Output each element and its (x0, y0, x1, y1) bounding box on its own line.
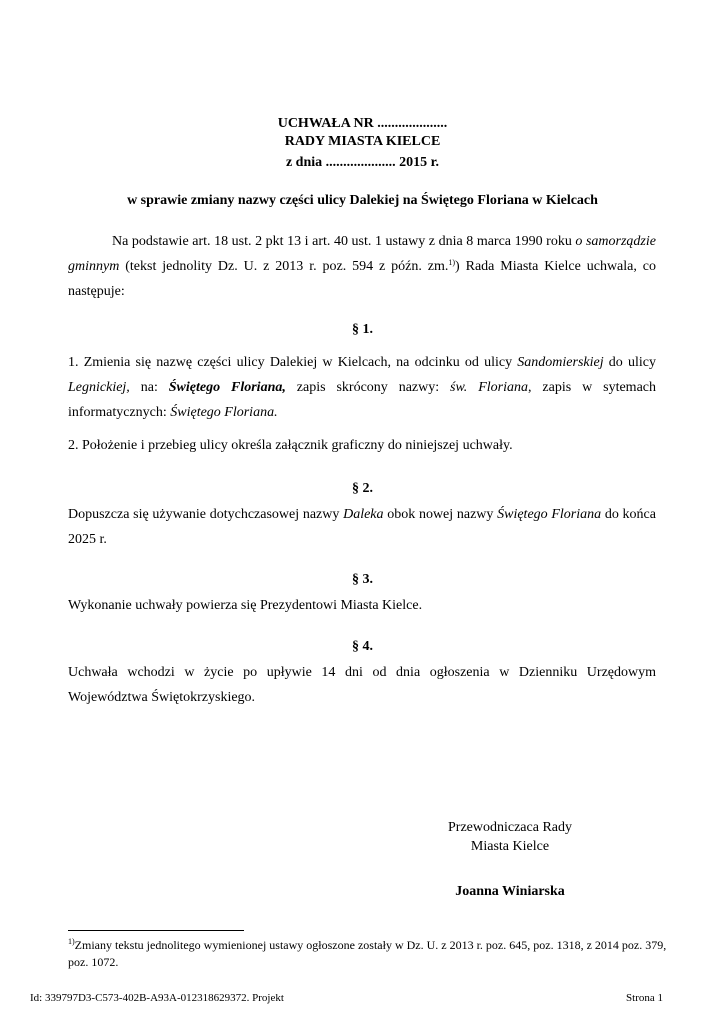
section-4-title: § 4. (352, 639, 373, 654)
section-1-paragraph-2: 2. Położenie i przebieg ulicy określa załącznik graficzny do niniejszej uchwały. (68, 438, 513, 453)
signature-name: Joanna Winiarska (455, 884, 565, 899)
section-3-text: Wykonanie uchwały powierza się Prezydentowi Miasta Kielce. (68, 598, 423, 613)
signature-role-2: Miasta Kielce (470, 839, 550, 854)
signature-role: Przewodniczaca Rady (448, 820, 572, 835)
preamble: Na podstawie art. 18 ust. 2 pkt 13 i art. 40 ust. 1 ustawy z dnia 8 marca 1990 roku o samorządzie gminnym (tekst jednolity Dz. U. z 2013 r. poz. 594 z późn. zm.$^{1)}$) Rada Miasta Kielce uchwala, co następuje: (68, 234, 656, 299)
section-2-text: Dopuszcza się używanie dotychczasowej nazwy Daleka obok nowej nazwy Świętego Floriana do końca 2025 r. (68, 507, 656, 547)
council-name: RADY MIASTA KIELCE (284, 134, 441, 149)
section-4-text: Uchwała wchodzi w życie po upływie 14 dni od dnia ogłoszenia w Dzienniku Urzędowym Województwa Świętokrzyskiego. (68, 665, 656, 705)
footnote-divider (68, 930, 244, 931)
section-2-title: § 2. (352, 481, 373, 496)
page-number: Strona 1 (626, 992, 663, 1004)
document-id: Id: 339797D3-C573-402B-A93A-012318629372. Projekt (30, 992, 284, 1004)
section-1-paragraph-1: 1. Zmienia się nazwę części ulicy Dalekiej w Kielcach, na odcinku od ulicy Sandomierskiej do ulicy Legnickiej, na: Świętego Floriana, zapis skrócony nazwy: św. Floriana, zapis w sytemach informatycznych: Świętego Floriana. (68, 355, 656, 420)
footnote-ref: 1) (448, 258, 456, 267)
resolution-subject: w sprawie zmiany nazwy części ulicy Dalekiej na Świętego Floriana w Kielcach (127, 193, 598, 208)
section-1-title: § 1. (352, 322, 373, 337)
section-3-title: § 3. (352, 572, 373, 587)
resolution-date: z dnia .................... 2015 r. (285, 155, 440, 170)
footnote: $^{1)}$Zmiany tekstu jednolitego wymienionej ustawy ogłoszone zostały w Dz. U. z 2013 r. poz. 645, poz. 1318, z 2014 poz. 379, poz. 1072. (68, 937, 667, 969)
resolution-number: UCHWAŁA NR .................... (277, 116, 448, 131)
